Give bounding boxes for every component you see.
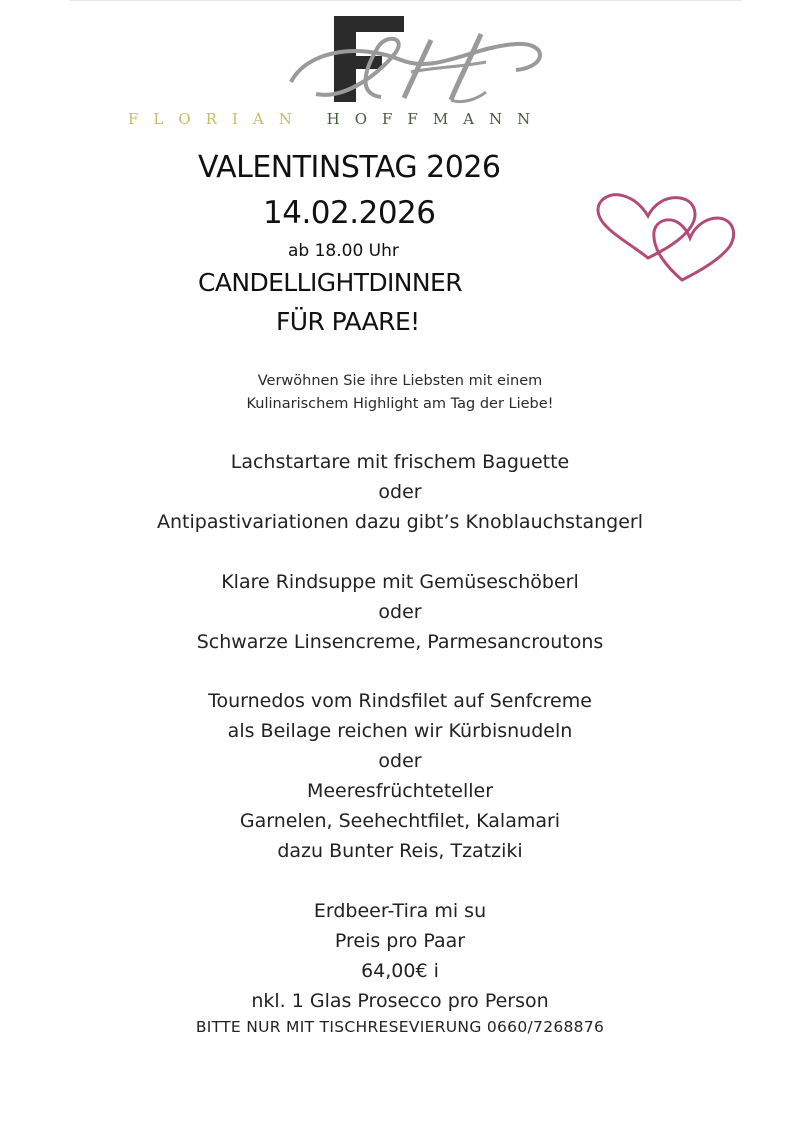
event-time: ab 18.00 Uhr (288, 241, 399, 261)
menu-line: Preis pro Paar (334, 930, 466, 952)
menu-line: Lachstartare mit frischem Baguette (230, 451, 570, 473)
menu-line: als Beilage reichen wir Kürbisnudeln (227, 720, 573, 742)
menu-line: nkl. 1 Glas Prosecco pro Person (251, 990, 549, 1012)
two-hearts-icon (590, 188, 742, 284)
event-date: 14.02.2026 (263, 195, 436, 231)
brand-first-name: FLORIAN (128, 110, 307, 128)
menu-line: Erdbeer-Tira mi su (313, 900, 487, 922)
menu-line: oder (378, 601, 422, 623)
event-title: VALENTINSTAG 2026 (198, 150, 501, 185)
brand-logo-icon (286, 12, 556, 107)
menu-line: oder (378, 481, 422, 503)
menu-price: 64,00€ i (361, 960, 439, 982)
event-subtitle-line2: FÜR PAARE! (276, 307, 420, 336)
menu-line: Antipastivariationen dazu gibt’s Knoblauchstangerl (157, 511, 643, 533)
brand-last-name: HOFFMANN (326, 110, 546, 128)
menu-line: Klare Rindsuppe mit Gemüseschöberl (221, 571, 579, 593)
brand-wordmark (128, 110, 688, 132)
menu-line: Garnelen, Seehechtfilet, Kalamari (239, 810, 561, 832)
intro-line-2: Kulinarischem Highlight am Tag der Liebe! (246, 396, 554, 412)
top-divider (70, 0, 742, 1)
menu-line: Meeresfrüchteteller (306, 780, 494, 802)
menu-line: Tournedos vom Rindsfilet auf Senfcreme (208, 690, 592, 712)
menu-line: Schwarze Linsencreme, Parmesancroutons (196, 631, 604, 653)
menu-line: oder (378, 750, 422, 772)
intro-line-1: Verwöhnen Sie ihre Liebsten mit einem (257, 373, 543, 389)
event-subtitle-line1: CANDELLIGHTDINNER (198, 268, 462, 297)
menu-line: dazu Bunter Reis, Tzatziki (277, 840, 523, 862)
reservation-note: BITTE NUR MIT TISCHRESEVIERUNG 0660/7268876 (195, 1018, 605, 1036)
